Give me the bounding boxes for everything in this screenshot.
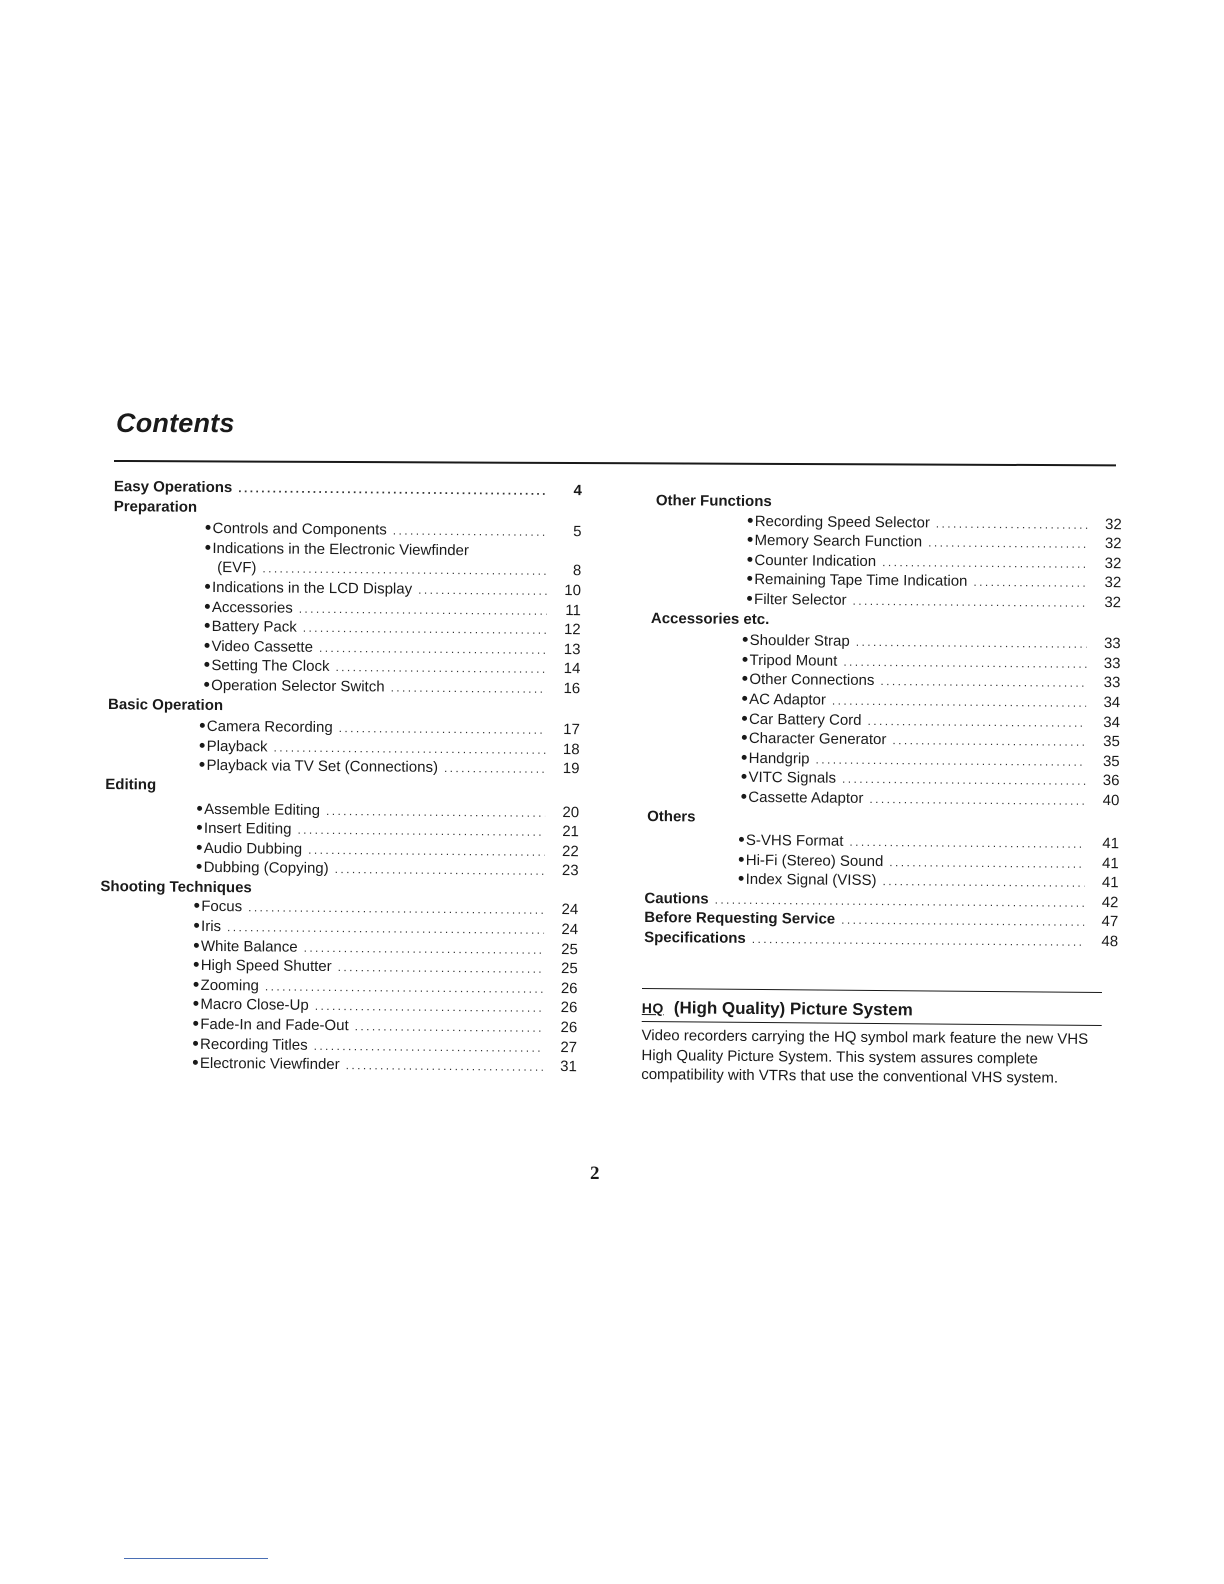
bullet-icon [197, 805, 202, 810]
leader-dots [832, 694, 1086, 710]
toc-section-label: Shooting Techniques [100, 877, 252, 897]
bullet-icon [742, 755, 747, 760]
toc-entry-label: AC Adaptor [749, 690, 826, 709]
leader-dots [393, 524, 548, 539]
toc-entry-label: Before Requesting Service [644, 909, 836, 929]
bullet-icon [193, 1001, 198, 1006]
toc-page-number: 31 [560, 1058, 577, 1076]
toc-page-number: 35 [1102, 752, 1120, 770]
toc-page-number: 17 [563, 721, 580, 739]
toc-entry-label: Setting The Clock [211, 657, 330, 676]
toc-entry-label: Recording Speed Selector [754, 512, 930, 532]
toc-entry-label: Car Battery Cord [748, 710, 862, 729]
leader-dots [248, 901, 544, 918]
toc-entry-label: VITC Signals [748, 769, 837, 787]
leader-dots [868, 713, 1087, 729]
toc-entry-label: Insert Editing [203, 819, 292, 838]
toc-entry-label: Playback [206, 737, 268, 756]
leader-dots [335, 862, 545, 878]
toc-page-number: 34 [1103, 693, 1121, 712]
toc-page-number: 8 [572, 562, 582, 580]
toc-entry-label: (EVF) [217, 559, 257, 577]
hq-body-line: Video recorders carrying the HQ symbol mark feature the new VHS [641, 1026, 1089, 1048]
toc-page-number: 26 [560, 999, 578, 1017]
bullet-icon [194, 903, 199, 908]
toc-entry-label: Fade-In and Fade-Out [200, 1015, 349, 1035]
toc-section-label: Basic Operation [107, 695, 224, 714]
toc-entry-label: Assemble Editing [204, 800, 321, 819]
toc-page-number: 32 [1104, 574, 1122, 592]
leader-dots [752, 932, 1084, 949]
toc-entry-label: Video Cassette [211, 637, 314, 656]
toc-page-number: 18 [562, 740, 580, 758]
toc-entry[interactable] [99, 1054, 577, 1078]
toc-page-number: 5 [573, 523, 582, 541]
toc-page-number: 23 [561, 862, 579, 880]
leader-dots [869, 792, 1085, 808]
bullet-icon [193, 1060, 198, 1065]
toc-page-number: 41 [1102, 835, 1120, 853]
toc-page-number: 40 [1102, 791, 1120, 810]
toc-entry-label: Other Connections [749, 671, 875, 690]
hq-body-line: compatibility with VTRs that use the conventional VHS system. [641, 1065, 1059, 1087]
leader-dots [391, 680, 547, 695]
leader-dots [314, 1038, 544, 1054]
bullet-icon [204, 662, 209, 667]
toc-entry-label: S-VHS Format [745, 831, 844, 850]
toc-entry-label: Character Generator [748, 730, 887, 749]
page-number: 2 [590, 1163, 600, 1184]
bullet-icon [194, 923, 199, 928]
toc-entry-label: Accessories [211, 598, 293, 617]
leader-dots [304, 940, 544, 956]
leader-dots [299, 601, 547, 617]
toc-entry-label: Remaining Tape Time Indication [754, 571, 968, 591]
bullet-icon [742, 715, 747, 720]
toc-page-number: 34 [1103, 713, 1121, 731]
toc-entry-label: Tripod Mount [749, 651, 838, 670]
bullet-icon [741, 794, 746, 799]
toc-entry-label: Iris [201, 917, 222, 936]
leader-dots [273, 740, 545, 756]
toc-section-label: Preparation [113, 497, 198, 516]
hq-picture-system-box [641, 988, 1104, 1089]
bullet-icon [197, 845, 202, 850]
bullet-icon [193, 1021, 198, 1026]
toc-page-number: 4 [573, 482, 582, 500]
toc-page-number: 25 [560, 960, 578, 978]
bullet-icon [204, 682, 209, 687]
bullet-icon [743, 637, 748, 642]
bullet-icon [748, 517, 753, 522]
leader-dots [973, 575, 1087, 590]
toc-entry-label: Easy Operations [113, 478, 233, 497]
toc-section-preparation [104, 498, 582, 522]
toc-page-number: 48 [1101, 933, 1119, 951]
toc-page-number: 10 [564, 581, 582, 600]
toc-entry-label: Memory Search Function [754, 532, 923, 551]
hq-top-rule [642, 988, 1102, 993]
toc-page-number: 26 [560, 1019, 578, 1037]
toc-entry-label: Handgrip [748, 749, 810, 768]
title-divider [114, 460, 1116, 466]
hq-title [642, 995, 1104, 1025]
leader-dots [889, 855, 1085, 871]
bullet-icon [193, 1040, 198, 1045]
leader-dots [815, 752, 1085, 768]
hq-logo-icon: HQ [641, 999, 664, 1017]
toc-page-number: 16 [563, 679, 581, 698]
toc-section-editing [101, 776, 579, 800]
leader-dots [841, 913, 1084, 929]
bullet-icon [200, 723, 205, 728]
bullet-icon [206, 525, 211, 530]
toc-section-label: Other Functions [655, 492, 772, 511]
toc-page-number: 33 [1103, 674, 1121, 692]
bullet-icon [747, 576, 752, 581]
leader-dots [265, 979, 544, 995]
bullet-icon [743, 657, 748, 662]
bullet-icon [200, 743, 205, 748]
leader-dots [843, 654, 1086, 670]
toc-entry-label: Playback via TV Set (Connections) [206, 757, 439, 777]
toc-page-number: 13 [563, 640, 581, 658]
hq-title-text: (High Quality) Picture System [673, 998, 913, 1020]
bullet-icon [205, 545, 210, 550]
toc-entry-label: Indications in the LCD Display [211, 578, 413, 598]
leader-dots [842, 772, 1086, 788]
leader-dots [308, 842, 545, 858]
toc-entry-label: High Speed Shutter [200, 957, 332, 976]
toc-entry-label: Specifications [644, 929, 746, 947]
toc-page-number: 11 [565, 601, 581, 619]
toc-entry-label: Index Signal (VISS) [745, 871, 877, 890]
bullet-icon [205, 603, 210, 608]
bullet-icon [739, 876, 744, 881]
toc-page-number: 33 [1103, 654, 1121, 672]
toc-entry-label: Focus [201, 898, 243, 916]
bullet-icon [747, 596, 752, 601]
toc-page-number: 41 [1101, 874, 1119, 892]
leader-dots [880, 674, 1086, 690]
toc-page-number: 33 [1103, 635, 1121, 653]
leader-dots [856, 635, 1087, 651]
toc-section-others [643, 807, 1119, 831]
page-title: Contents [116, 408, 235, 438]
toc-page-number: 35 [1103, 733, 1120, 751]
bullet-icon [747, 557, 752, 562]
toc-entry-label: Zooming [200, 976, 260, 995]
toc-page-number: 25 [561, 940, 578, 958]
leader-dots [335, 660, 546, 676]
toc-entry-label: Electronic Viewfinder [199, 1055, 340, 1074]
toc-entry-label: Shoulder Strap [749, 632, 850, 650]
leader-dots [262, 562, 547, 578]
toc-section-label: Accessories etc. [650, 609, 770, 628]
toc-entry-label: Dubbing (Copying) [203, 859, 329, 878]
bullet-icon [205, 623, 210, 628]
toc-entry-label: Audio Dubbing [203, 839, 303, 858]
toc-entry-label: Cassette Adaptor [748, 788, 864, 807]
toc-page-number: 41 [1102, 854, 1119, 872]
bullet-icon [748, 537, 753, 542]
toc-entry-label: White Balance [200, 937, 298, 956]
toc-page-number: 42 [1101, 893, 1119, 912]
toc-entry-label: Operation Selector Switch [211, 676, 385, 696]
toc-left-column [99, 478, 582, 1078]
toc-page-number: 27 [560, 1038, 578, 1056]
toc-page-number: 14 [563, 660, 581, 678]
leader-dots [338, 960, 544, 976]
bullet-icon [205, 643, 210, 648]
bullet-icon [194, 942, 199, 947]
bullet-icon [739, 837, 744, 842]
leader-dots [849, 835, 1085, 851]
leader-dots [853, 594, 1088, 610]
leader-dots [303, 621, 547, 637]
toc-page-number: 21 [562, 823, 580, 841]
leader-dots [238, 481, 548, 498]
toc-section-basic-operation [102, 696, 580, 720]
toc-section-label: Others [647, 807, 696, 825]
bullet-icon [194, 982, 199, 987]
leader-dots [355, 1019, 544, 1035]
toc-page-number: 47 [1101, 913, 1119, 931]
toc-entry-label: Macro Close-Up [200, 996, 309, 1015]
leader-dots [346, 1058, 543, 1074]
toc-page-number: 36 [1102, 772, 1120, 790]
bullet-icon [199, 762, 204, 767]
bullet-icon [742, 735, 747, 740]
leader-dots [882, 874, 1084, 890]
toc-entry-label: Controls and Components [212, 520, 387, 539]
leader-dots [936, 516, 1088, 531]
toc-page-number: 20 [562, 803, 580, 821]
toc-entry-label: Battery Pack [211, 618, 297, 636]
toc-page-number: 24 [561, 901, 579, 919]
toc-entry-label: Cautions [644, 889, 709, 908]
toc-entry-label: Filter Selector [753, 590, 847, 609]
bullet-icon [741, 774, 746, 779]
toc-entry-label: Recording Titles [199, 1035, 308, 1054]
leader-dots [418, 583, 547, 598]
leader-dots [315, 999, 544, 1015]
toc-page-number: 24 [561, 921, 579, 939]
bullet-icon [739, 857, 744, 862]
leader-dots [326, 803, 545, 819]
leader-dots [928, 536, 1088, 551]
toc-page-number: 32 [1104, 535, 1122, 553]
bullet-icon [194, 962, 199, 967]
bullet-icon [742, 676, 747, 681]
toc-page-number: 32 [1104, 593, 1122, 612]
toc-page-number: 32 [1104, 515, 1122, 533]
toc-page-number: 26 [560, 979, 578, 997]
toc-page-number: 32 [1104, 554, 1122, 572]
toc-page-number: 19 [562, 760, 580, 778]
toc-entry-label: Indications in the Electronic Viewfinder [212, 539, 469, 559]
toc-entry-specifications[interactable] [642, 929, 1118, 953]
toc-right-column [642, 492, 1122, 953]
leader-dots [339, 721, 546, 737]
bullet-icon [205, 584, 210, 589]
leader-dots [297, 823, 545, 839]
hq-body [641, 1026, 1103, 1089]
leader-dots [444, 761, 546, 776]
hq-body-line: High Quality Picture System. This system assures complete [641, 1046, 1039, 1067]
leader-dots [319, 641, 547, 657]
leader-dots [715, 892, 1085, 909]
toc-entry-label: Camera Recording [206, 718, 333, 737]
toc-section-label: Editing [105, 775, 157, 794]
bullet-icon [742, 696, 747, 701]
leader-dots [882, 555, 1087, 571]
toc-entry-label: Counter Indication [754, 551, 877, 570]
footer-line [124, 1558, 268, 1559]
bullet-icon [197, 864, 202, 869]
bullet-icon [197, 825, 202, 830]
toc-section-accessories-etc [645, 610, 1121, 634]
toc-page-number: 22 [561, 842, 579, 860]
toc-entry-label: Hi-Fi (Stereo) Sound [745, 851, 884, 870]
leader-dots [892, 733, 1086, 749]
leader-dots [227, 920, 544, 937]
toc-page-number: 12 [563, 621, 581, 639]
